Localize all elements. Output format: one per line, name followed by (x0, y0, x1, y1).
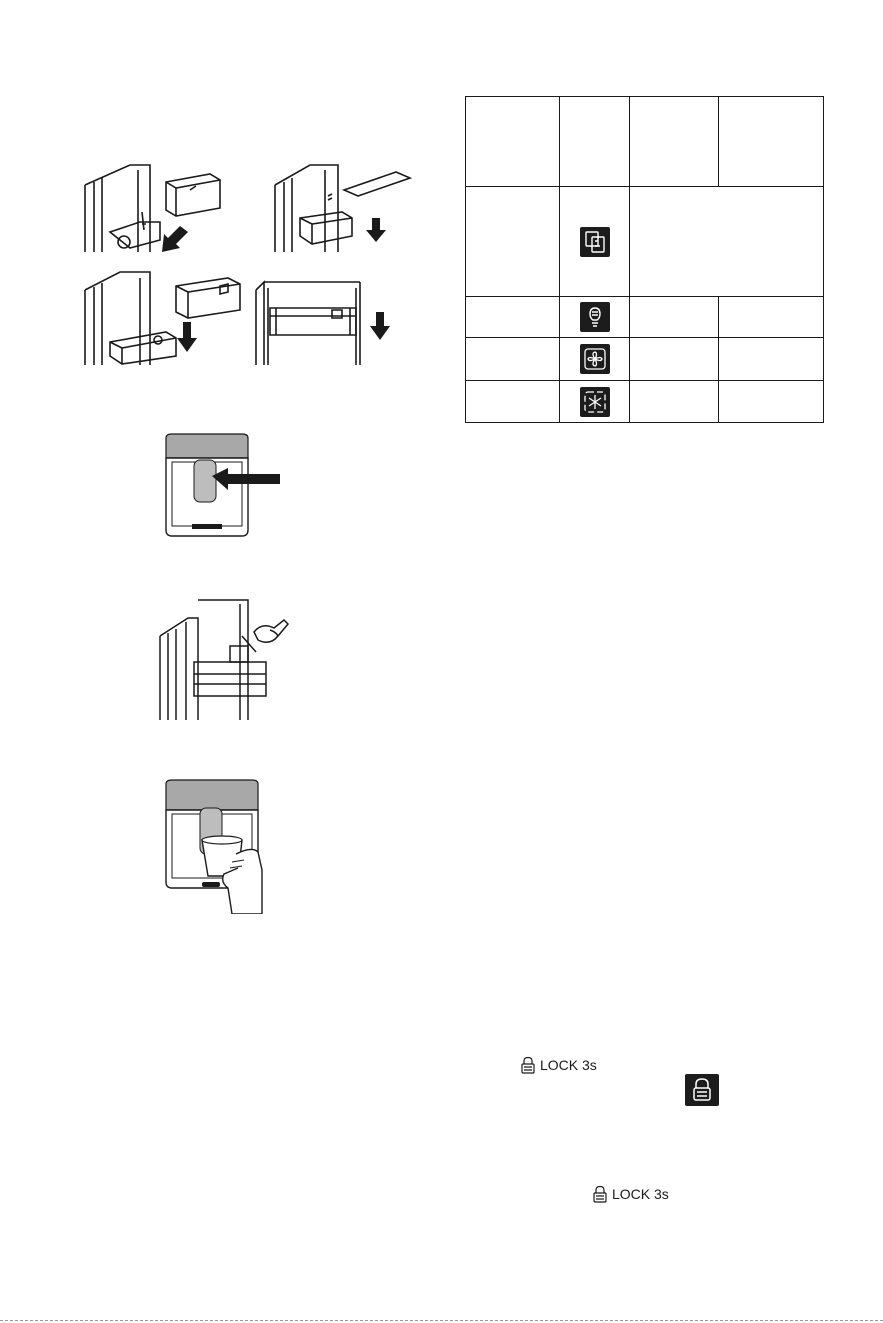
table-cell (630, 187, 824, 297)
table-row (466, 338, 824, 381)
lock-icon (592, 1185, 608, 1203)
lock-icon (685, 1074, 719, 1106)
table-cell (630, 97, 719, 187)
page-bottom-edge (0, 1320, 883, 1321)
table-cell (560, 187, 630, 297)
table-cell (630, 381, 719, 423)
function-icon-table (465, 96, 824, 423)
fan-icon (580, 344, 610, 374)
water-tank-filling-illustration (158, 596, 298, 720)
table-cell (466, 97, 560, 187)
table-row (466, 381, 824, 423)
table-cell (466, 297, 560, 338)
snowflake-icon (580, 387, 610, 417)
table-cell (719, 297, 824, 338)
dispensing-cup-illustration (162, 778, 266, 914)
table-cell (719, 338, 824, 381)
lock-3s-label: LOCK 3s (592, 1185, 669, 1203)
table-cell (560, 381, 630, 423)
table-row (466, 297, 824, 338)
table-cell (630, 297, 719, 338)
table-cell (466, 338, 560, 381)
table-cell (560, 297, 630, 338)
table-row (466, 187, 824, 297)
table-cell (466, 187, 560, 297)
bulb-icon (580, 302, 610, 332)
lock-3s-label: LOCK 3s (520, 1056, 597, 1074)
table-cell (630, 338, 719, 381)
table-cell (719, 97, 824, 187)
panel-icon (580, 227, 610, 257)
table-row (466, 97, 824, 187)
table-cell (466, 381, 560, 423)
table-cell (560, 97, 630, 187)
table-cell (719, 381, 824, 423)
door-bin-removal-illustration (80, 160, 420, 370)
dispenser-arrow-illustration (162, 432, 284, 540)
lock-icon (520, 1056, 536, 1074)
table-cell (560, 338, 630, 381)
